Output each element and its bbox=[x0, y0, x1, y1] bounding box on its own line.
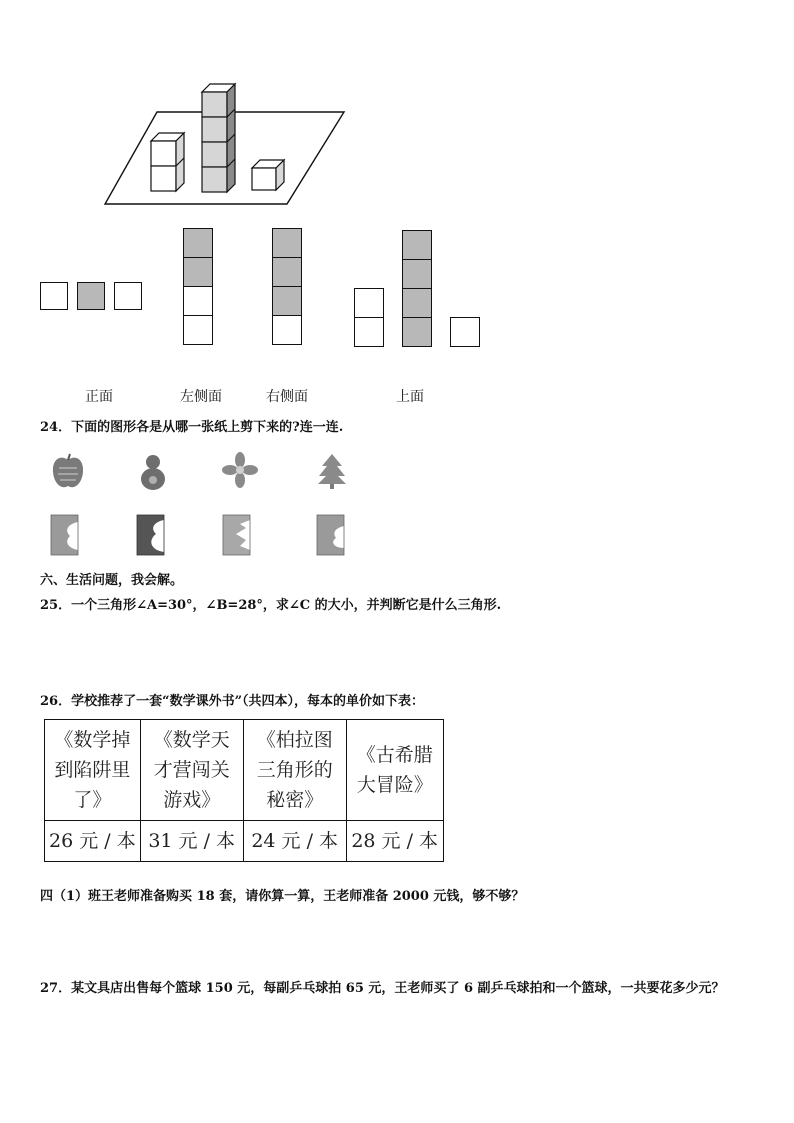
label-left-side-view: 左侧面 bbox=[180, 389, 222, 405]
book-price-cell: 28 元 / 本 bbox=[346, 821, 443, 862]
view-square bbox=[114, 282, 142, 310]
view-square bbox=[40, 282, 68, 310]
cube-arrangement-figure bbox=[100, 80, 350, 210]
cube-stack-four bbox=[202, 84, 235, 192]
book-price-cell: 26 元 / 本 bbox=[45, 821, 141, 862]
view-square bbox=[354, 317, 384, 347]
apple-shape-image bbox=[50, 452, 86, 492]
view-square bbox=[402, 230, 432, 260]
question-26-intro: 26．学校推荐了一套“数学课外书”（共四本），每本的单价如下表： bbox=[40, 694, 425, 709]
label-right-side-view: 右侧面 bbox=[266, 389, 308, 405]
view-square bbox=[183, 257, 213, 287]
question-25: 25．一个三角形∠A=30°，∠B=28°，求∠C 的大小，并判断它是什么三角形. bbox=[40, 598, 502, 613]
view-square bbox=[354, 288, 384, 318]
view-square bbox=[77, 282, 105, 310]
book-price-cell: 31 元 / 本 bbox=[140, 821, 243, 862]
view-square bbox=[183, 315, 213, 345]
view-square bbox=[272, 228, 302, 258]
view-square bbox=[402, 259, 432, 289]
table-row-prices bbox=[45, 821, 444, 862]
cube-single bbox=[252, 160, 284, 190]
book-title-cell: 《古希腊 大冒险》 bbox=[346, 720, 443, 821]
flower-shape-image bbox=[222, 452, 258, 488]
view-square bbox=[402, 288, 432, 318]
section-6-title: 六、生活问题，我会解。 bbox=[40, 573, 184, 588]
view-square bbox=[272, 257, 302, 287]
view-square bbox=[272, 286, 302, 316]
question-24: 24．下面的图形各是从哪一张纸上剪下来的?连一连. bbox=[40, 420, 344, 435]
paper-piece-2 bbox=[136, 514, 166, 556]
view-square bbox=[183, 286, 213, 316]
gourd-shape-image bbox=[138, 452, 168, 492]
label-front-view: 正面 bbox=[85, 389, 113, 405]
book-title-cell: 《数学掉 到陷阱里 了》 bbox=[45, 720, 141, 821]
tree-shape-image bbox=[316, 452, 348, 490]
book-price-cell: 24 元 / 本 bbox=[243, 821, 346, 862]
cube-stack-two bbox=[151, 133, 184, 191]
table-row-book-titles bbox=[45, 720, 444, 821]
label-top-view: 上面 bbox=[396, 389, 424, 405]
book-title-cell: 《数学天 才营闯关 游戏》 bbox=[140, 720, 243, 821]
paper-piece-3 bbox=[222, 514, 252, 556]
paper-piece-1 bbox=[50, 514, 80, 556]
view-square bbox=[402, 317, 432, 347]
book-title-cell: 《柏拉图 三角形的 秘密》 bbox=[243, 720, 346, 821]
view-square bbox=[183, 228, 213, 258]
paper-piece-4 bbox=[316, 514, 346, 556]
question-26-prompt: 四（1）班王老师准备购买 18 套，请你算一算，王老师准备 2000 元钱，够不够？ bbox=[40, 889, 525, 904]
view-square bbox=[450, 317, 480, 347]
question-27: 27．某文具店出售每个篮球 150 元，每副乒乓球拍 65 元，王老师买了 6 副乒乓球拍和一个篮球，一共要花多少元？ bbox=[40, 981, 725, 996]
book-price-table bbox=[44, 719, 444, 862]
view-square bbox=[272, 315, 302, 345]
